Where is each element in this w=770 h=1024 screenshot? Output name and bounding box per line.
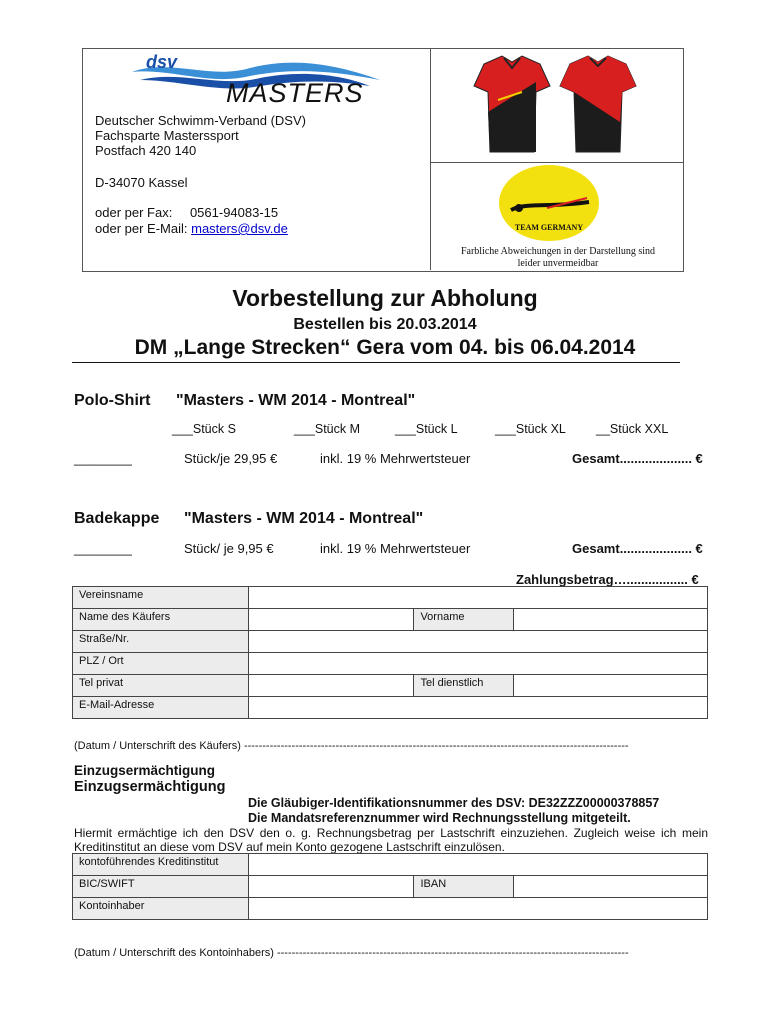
account-holder-field[interactable]	[248, 898, 707, 920]
color-disclaimer	[436, 246, 680, 270]
cap-product-name: Badekappe	[74, 510, 160, 527]
fax-number: 0561-94083-15	[189, 205, 279, 220]
svg-text:MASTERS: MASTERS	[226, 78, 364, 108]
email-link[interactable]: masters@dsv.de	[191, 221, 288, 236]
first-name-label: Vorname	[414, 609, 514, 631]
polo-total[interactable]: Gesamt.................... €	[572, 451, 703, 466]
iban-label: IBAN	[414, 876, 514, 898]
address-line-1: Deutscher Schwimm-Verband (DSV)	[95, 113, 306, 128]
polo-size-xl[interactable]: ___Stück XL	[495, 422, 566, 436]
bic-field[interactable]	[248, 876, 414, 898]
zip-city-label: PLZ / Ort	[73, 653, 249, 675]
address-block	[95, 113, 306, 158]
dsv-masters-logo	[130, 50, 385, 110]
buyer-name-field[interactable]	[248, 609, 414, 631]
phone-work-field[interactable]	[514, 675, 708, 697]
authorization-text: Hiermit ermächtige ich den DSV den o. g. Rechnungsbetrag per Lastschrift einzuziehen. Zugleich weise ich mein Kreditinstitut an diese vom DSV auf mein Konto gezogene Lastschrift einzulösen.	[74, 826, 708, 854]
order-deadline: Bestellen bis 20.03.2014	[293, 316, 477, 333]
shirt-back-icon	[560, 56, 636, 152]
address-line-3: Postfach 420 140	[95, 143, 197, 158]
polo-product-quote: "Masters - WM 2014 - Montreal"	[176, 392, 416, 409]
holder-signature-line[interactable]: (Datum / Unterschrift des Kontoinhabers) ------------------------------------------------------------------------------------------------	[74, 947, 629, 959]
creditor-id: Die Gläubiger-Identifikationsnummer des DSV: DE32ZZZ00000378857	[248, 796, 660, 810]
bank-label: kontoführendes Kreditinstitut	[73, 854, 249, 876]
club-label: Vereinsname	[73, 587, 249, 609]
page-title: Vorbestellung zur Abholung	[232, 285, 538, 311]
email-label: oder per E-Mail:	[95, 221, 188, 236]
svg-text:dsv: dsv	[146, 52, 178, 72]
cap-tax-note: inkl. 19 % Mehrwertsteuer	[320, 541, 471, 556]
phone-private-field[interactable]	[248, 675, 414, 697]
polo-tax-note: inkl. 19 % Mehrwertsteuer	[320, 451, 471, 466]
street-label: Straße/Nr.	[73, 631, 249, 653]
polo-product-name: Polo-Shirt	[74, 392, 151, 409]
address-city: D-34070 Kassel	[95, 175, 188, 190]
polo-size-l[interactable]: ___Stück L	[395, 422, 458, 436]
club-field[interactable]	[248, 587, 707, 609]
email-address-label: E-Mail-Adresse	[73, 697, 249, 719]
shirt-front-icon	[474, 56, 550, 152]
buyer-name-label: Name des Käufers	[73, 609, 249, 631]
mandate-heading-2: Einzugsermächtigung	[74, 779, 226, 795]
svg-text:TEAM GERMANY: TEAM GERMANY	[514, 223, 584, 232]
phone-work-label: Tel dienstlich	[414, 675, 514, 697]
polo-shirts-image	[470, 52, 640, 158]
buyer-form	[72, 586, 708, 719]
fax-line	[95, 205, 278, 220]
color-disclaimer-line-2: leider unvermeidbar	[517, 258, 599, 269]
bank-form	[72, 853, 708, 920]
zip-city-field[interactable]	[248, 653, 707, 675]
polo-size-m[interactable]: ___Stück M	[294, 422, 361, 436]
account-holder-label: Kontoinhaber	[73, 898, 249, 920]
payment-total[interactable]: Zahlungsbetrag…................. €	[516, 572, 699, 587]
polo-size-xxl[interactable]: __Stück XXL	[596, 422, 669, 436]
email-line	[95, 221, 288, 236]
email-address-field[interactable]	[248, 697, 707, 719]
cap-price: Stück/ je 9,95 €	[184, 541, 274, 556]
phone-private-label: Tel privat	[73, 675, 249, 697]
bank-field[interactable]	[248, 854, 707, 876]
team-germany-badge	[497, 164, 601, 242]
polo-quantity-blank[interactable]: ________	[74, 451, 132, 466]
cap-product-quote: "Masters - WM 2014 - Montreal"	[184, 510, 424, 527]
bic-label: BIC/SWIFT	[73, 876, 249, 898]
cap-total[interactable]: Gesamt.................... €	[572, 541, 703, 556]
header-divider-horizontal	[430, 162, 683, 163]
address-line-2: Fachsparte Masterssport	[95, 128, 239, 143]
title-underline	[72, 362, 680, 363]
street-field[interactable]	[248, 631, 707, 653]
cap-quantity-blank[interactable]: ________	[74, 541, 132, 556]
mandate-reference-note: Die Mandatsreferenznummer wird Rechnungsstellung mitgeteilt.	[248, 811, 631, 825]
first-name-field[interactable]	[514, 609, 708, 631]
mandate-heading-1: Einzugsermächtigung	[74, 763, 216, 778]
polo-price: Stück/je 29,95 €	[184, 451, 278, 466]
polo-size-s[interactable]: ___Stück S	[172, 422, 236, 436]
header-divider-vertical	[430, 48, 431, 270]
event-title: DM „Lange Strecken“ Gera vom 04. bis 06.04.2014	[134, 336, 636, 359]
buyer-signature-line[interactable]: (Datum / Unterschrift des Käufers) ---------------------------------------------------------------------------------------------------------	[74, 740, 629, 752]
fax-label: oder per Fax:	[95, 205, 173, 220]
color-disclaimer-line-1: Farbliche Abweichungen in der Darstellung sind	[460, 246, 656, 257]
iban-field[interactable]	[514, 876, 708, 898]
